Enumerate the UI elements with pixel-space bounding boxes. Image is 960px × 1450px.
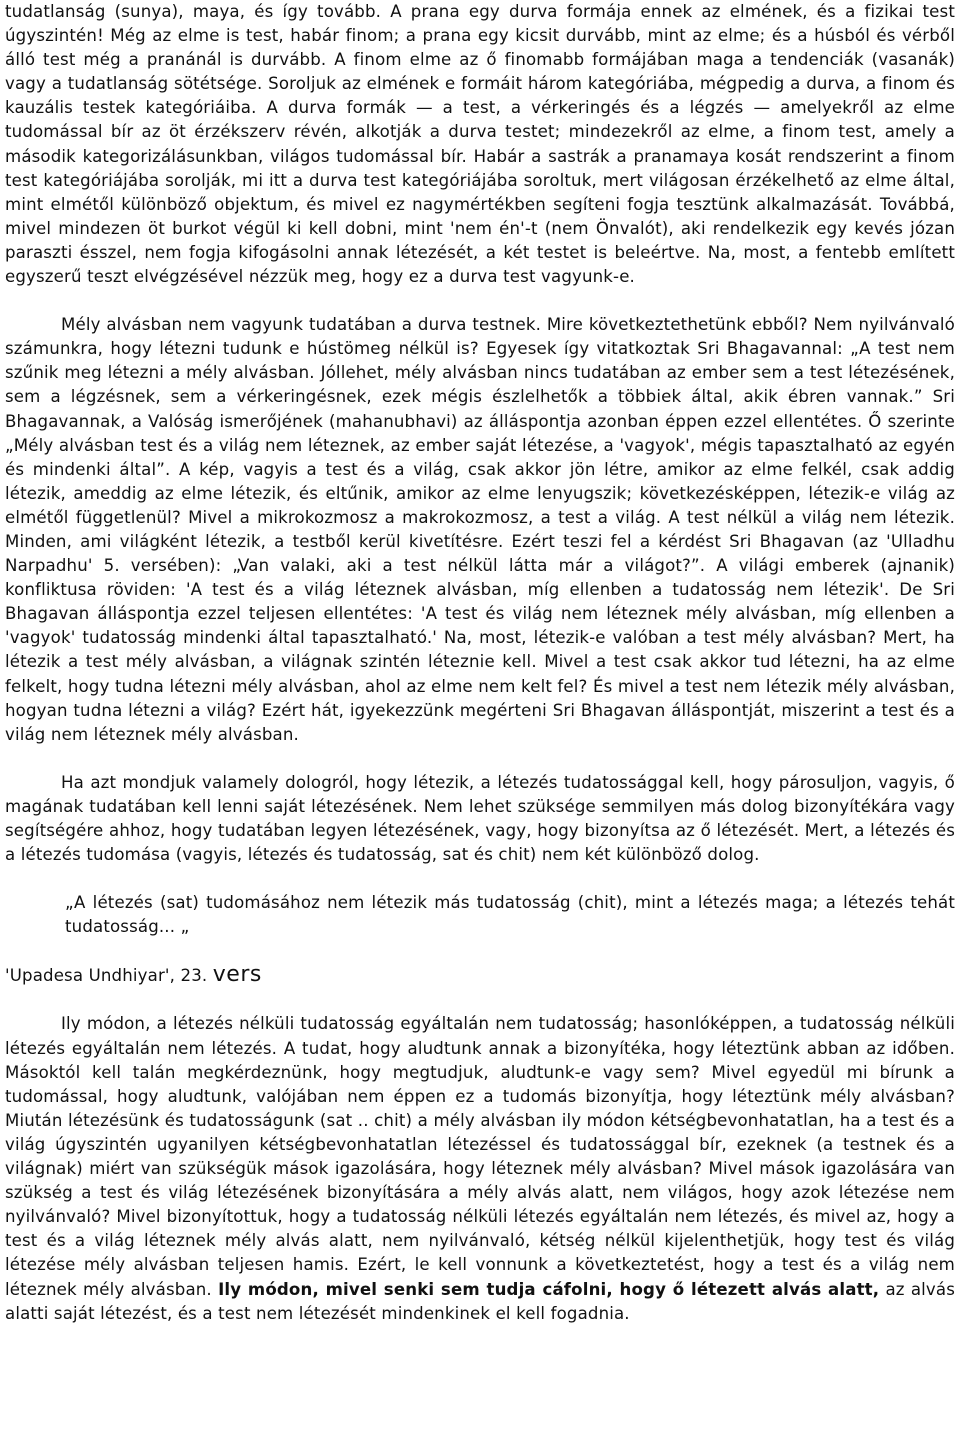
- paragraph-4-body: Ily módon, a létezés nélküli tudatosság egyáltalán nem tudatosság; hasonlóképpen, a tudatosság nélküli létezés egyáltalán nem létezés. A tudat, hogy aludtunk annak a bizonyítéka, hogy léteztünk abban az időben. Másoktól kell talán megkérdeznünk, hogy megtudjuk, aludtunk-e vagy sem? Mivel egyedül mi bírunk a tudomással, hogy aludtunk, valójában nem éppen ez a tudomás bizonyítja, hogy léteztünk mély alvásban? Miután létezésünk és tudatosságunk (sat .. chit) a mély alvásban ily módon kétségbevonhatatlan, ha a test és a világ úgyszintén ugyanilyen kétségbevonhatatlan létezéssel és tudatossággal bír, ezeknek (a testnek és a világnak) miért van szükségük mások igazolására, hogy léteznek mély alvásban? Mivel mások igazolására van szükség a test és világ létezésének bizonyítására a mély alvás alatt, nem világos, hogy azok létezése nem nyilvánvaló? Mivel bizonyítottuk, hogy a tudatosság nélküli létezés egyáltalán nem létezés, és mivel az, hogy a test és a világ léteznek mély alvás alatt, nem nyilvánvaló, kétség nélkül kijelenthetjük, hogy test és világ létezése mély alvásban teljesen hamis. Ezért, le kell vonnunk a következtetést, hogy a test és a világ nem léteznek mély alvásban.: [5, 1014, 955, 1299]
- paragraph-1: tudatlanság (sunya), maya, és így tovább. A prana egy durva formája ennek az elmének, és a fizikai test úgyszintén! Még az elme is test, habár finom; a prana egy kicsit durvább, mint az elme; és a húsból és vérből álló test még a pranánál is durvább. A finom elme az ő finomabb formájában maga a tendenciák (vasanák) vagy a tudatlanság sötétsége. Soroljuk az elmének e formáit három kategóriába, mégpedig a durva, a finom és kauzális testek kategóriáiba. A durva formák — a test, a vérkeringés és a légzés — amelyekről az elme tudomással bír az öt érzékszerv révén, alkotják a durva testet; mindezekről az elme, a finom test, amely a második kategorizálásunkban, világos tudomással bír. Habár a sastrák a pranamaya kosát rendszerint a finom test kategóriájába sorolják, mi itt a durva test kategóriájába soroltuk, mert világosan érzékelhető az elme által, mint elmétől különböző objektum, és mivel ez nagymértékben segíteni fogja tesztünk alkalmazását. Továbbá, mivel mindezen öt burkot végül ki kell dobni, mint 'nem én'-t (nem Önvalót), aki rendelkezik egy kevés józan paraszti ésszel, nem fogja kifogásolni annak létezését, a két testet is beleértve. Na, most, a fentebb említett egyszerű teszt elvégzésével nézzük meg, hogy ez a durva test vagyunk-e.: [5, 2, 955, 287]
- paragraph-4: [5, 1012, 955, 1325]
- block-quote: „A létezés (sat) tudomásához nem létezik más tudatosság (chit), mint a létezés maga; a létezés tehát tudatosság... „: [65, 893, 955, 937]
- paragraph-3: Ha azt mondjuk valamely dologról, hogy létezik, a létezés tudatossággal kell, hogy párosuljon, vagyis, ő magának tudatában kell lenni saját létezésének. Nem lehet szüksége semmilyen más dolog bizonyítékára vagy segítségére ahhoz, hogy tudatában legyen létezésének, vagy, hogy bizonyítsa az ő létezését. Mert, a létezés és a létezés tudomása (vagyis, létezés és tudatosság, sat és chit) nem két különböző dolog.: [5, 772, 955, 865]
- verse-reference: [5, 963, 955, 988]
- paragraph-2: Mély alvásban nem vagyunk tudatában a durva testnek. Mire következtethetünk ebből? Nem nyilvánvaló számunkra, hogy létezni tudunk e hústömeg nélkül is? Egyesek így vitatkoztak Sri Bhagavannal: „A test nem szűnik meg létezni a mély alvásban. Jóllehet, mély alvásban nincs tudatában az ember sem a test létezésének, sem a légzésnek, sem a vérkeringésnek, ezek mégis észlelhetők a többiek által, akik ébren vannak.” Sri Bhagavannak, a Valóság ismerőjének (mahanubhavi) az álláspontja azonban éppen ezzel ellentétes. Ő szerinte „Mély alvásban test és a világ nem léteznek, az ember saját létezése, a 'vagyok', mégis tapasztalható az egyén és mindenki által”. A kép, vagyis a test és a világ, csak akkor jön létre, amikor az elme felkél, csak addig létezik, ameddig az elme létezik, és eltűnik, amikor az elme lenyugszik; következésképpen, létezik-e világ az elmétől függetlenül? Mivel a mikrokozmosz a makrokozmosz, a test a világ. A test nélkül a világ nem létezik. Minden, ami világként létezik, a testből kerül kivetítésre. Ezért teszi fel a kérdést Sri Bhagavan (az 'Ulladhu Narpadhu' 5. versében): „Van valaki, aki a test nélkül látta már a világot?”. A világi emberek (ajnanik) konfliktusa röviden: 'A test és a világ léteznek alvásban, míg ellenben a tudatosság nem létezik'. De Sri Bhagavan álláspontja ezzel teljesen ellentétes: 'A test és világ nem léteznek mély alvásban, míg ellenben a 'vagyok' tudatosság mindenki által tapasztalható.' Na, most, létezik-e valóban a test mély alvásban? Mert, ha létezik a test mély alvásban, a világnak szintén léteznie kell. Mivel a test csak akkor tud létezni, ha az elme felkelt, hogy tudna létezni mély alvásban, ahol az elme nem kelt fel? És mivel a test nem létezik mély alvásban, hogyan tudna létezni a világ? Ezért hát, igyekezzünk megérteni Sri Bhagavan álláspontját, miszerint a test és a világ nem léteznek mély alvásban.: [5, 315, 955, 744]
- verse-ref-text: 'Upadesa Undhiyar', 23.: [5, 966, 208, 986]
- paragraph-4-emphasis: Ily módon, mivel senki sem tudja cáfolni, hogy ő létezett alvás alatt,: [218, 1279, 880, 1299]
- paragraph-4-tail: az alvás alatti saját létezést, és a test nem létezését mindenkinek el kell fogadnia.: [5, 1279, 955, 1323]
- verse-ref-suffix: vers: [212, 962, 262, 988]
